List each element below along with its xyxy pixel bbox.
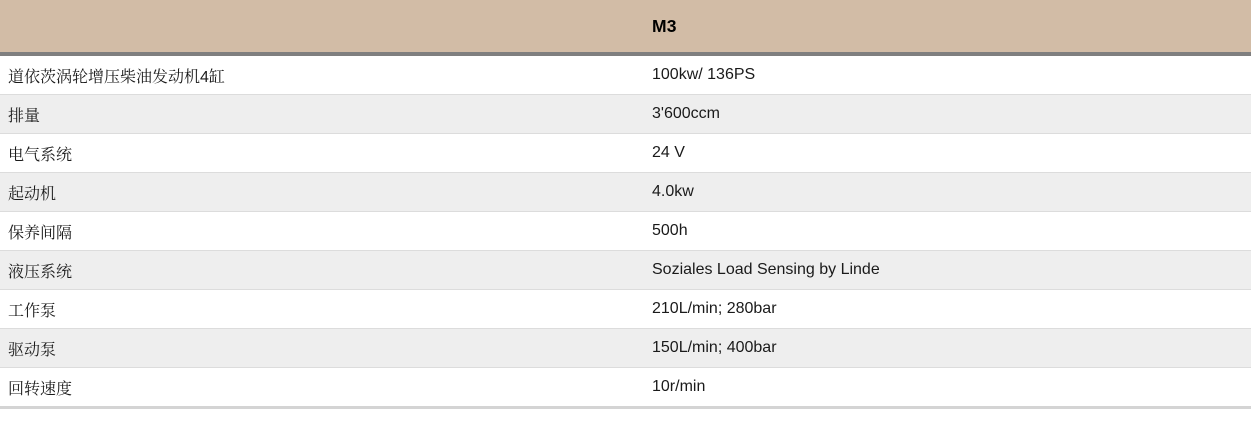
table-header-row	[0, 0, 1251, 56]
spec-value: 4.0kw	[652, 183, 694, 200]
table-row	[0, 134, 1251, 173]
table-row	[0, 212, 1251, 251]
spec-label: 回转速度	[8, 380, 73, 398]
spec-value: 24 V	[652, 144, 685, 161]
table-row	[0, 290, 1251, 329]
spec-value: 500h	[652, 222, 688, 239]
table-row	[0, 95, 1251, 134]
spec-label: 起动机	[8, 185, 57, 203]
model-header-cell: M3	[652, 15, 677, 36]
spec-label: 排量	[8, 107, 41, 125]
table-row	[0, 368, 1251, 409]
spec-value: 100kw/ 136PS	[652, 66, 756, 83]
table-row	[0, 56, 1251, 95]
spec-value: Soziales Load Sensing by Linde	[652, 261, 880, 278]
spec-value: 150L/min; 400bar	[652, 339, 777, 356]
spec-value: 210L/min; 280bar	[652, 300, 777, 317]
table-row	[0, 329, 1251, 368]
spec-value: 10r/min	[652, 378, 706, 395]
spec-rows	[0, 56, 1251, 409]
spec-label: 液压系统	[8, 263, 73, 281]
spec-label: 电气系统	[8, 146, 73, 164]
table-row	[0, 251, 1251, 290]
spec-label: 道依茨涡轮增压柴油发动机4缸	[8, 68, 225, 86]
spec-label: 工作泵	[8, 302, 57, 320]
spec-label: 驱动泵	[8, 341, 57, 359]
spec-value: 3'600ccm	[652, 105, 720, 122]
table-row	[0, 173, 1251, 212]
spec-label: 保养间隔	[8, 224, 73, 242]
